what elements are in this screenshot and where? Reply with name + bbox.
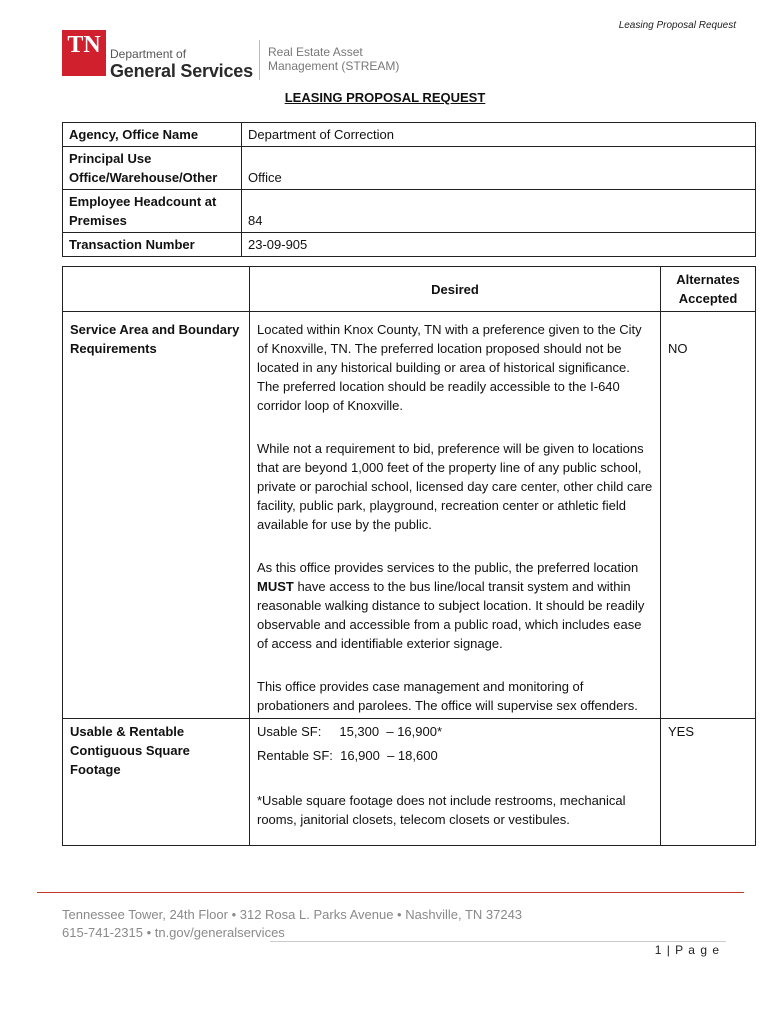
column-header-desired: Desired: [250, 267, 661, 312]
paragraph-3-emphasis: MUST: [257, 579, 294, 594]
service-area-paragraph-1: Located within Knox County, TN with a preference given to the City of Knoxville, TN. The preferred location proposed should not be located in any historical building or area of historical significance. The preferred location should be readily accessible to the I-640 corridor loop of Knoxville.: [257, 322, 642, 413]
logo-department-of: Department of: [110, 47, 187, 61]
service-area-paragraph-2: While not a requirement to bid, preference will be given to locations that are beyond 1,000 feet of the property line of any public school, private or parochial school, licensed day care center, other child care facility, public park, playground, recreation center or athletic field available for use by the public.: [257, 441, 653, 532]
tn-logo-mark: TN: [62, 30, 106, 76]
service-area-alternates: NO: [661, 312, 756, 719]
table-row: [63, 719, 756, 846]
rentable-sf: Rentable SF: 16,900 – 18,600: [257, 748, 438, 763]
agency-label: Agency, Office Name: [63, 123, 242, 147]
square-footage-alternates: YES: [661, 719, 756, 846]
header-empty-cell: [63, 267, 250, 312]
square-footage-note: *Usable square footage does not include restrooms, mechanical rooms, janitorial closets, telecom closets or vestibules.: [257, 793, 626, 827]
stream-line-1: Real Estate Asset: [268, 45, 363, 59]
usable-sf: Usable SF: 15,300 – 16,900*: [257, 724, 443, 739]
table-header-row: [63, 267, 756, 312]
principal-use-value: Office: [242, 147, 756, 190]
principal-use-label: Principal Use Office/Warehouse/Other: [63, 147, 242, 190]
service-area-desired: [250, 312, 661, 719]
tn-general-services-logo: [62, 30, 253, 81]
paragraph-3-text-a: As this office provides services to the public, the preferred location: [257, 560, 639, 575]
page-number-rule: [270, 941, 726, 942]
service-area-paragraph-4: This office provides case management and monitoring of probationers and parolees. The office will supervise sex offenders.: [257, 679, 638, 713]
table-row: [63, 233, 756, 257]
headcount-value: 84: [242, 190, 756, 233]
requirements-table: [62, 266, 756, 846]
table-row: [63, 123, 756, 147]
column-header-alternates: Alternates Accepted: [661, 267, 756, 312]
document-title: LEASING PROPOSAL REQUEST: [284, 90, 486, 105]
agency-value: Department of Correction: [242, 123, 756, 147]
headcount-label: Employee Headcount at Premises: [63, 190, 242, 233]
square-footage-desired: [250, 719, 661, 846]
page-number-value: 1: [654, 943, 663, 957]
footer-rule: [37, 892, 744, 893]
stream-label: [268, 45, 399, 73]
table-row: [63, 147, 756, 190]
logo-general-services: General Services: [110, 61, 253, 81]
info-table: [62, 122, 756, 257]
header-divider: [259, 40, 260, 80]
footer-contact: 615-741-2315 • tn.gov/generalservices: [62, 925, 285, 940]
paragraph-3-text-b: have access to the bus line/local transit system and within reasonable walking distance to subject location. It should be readily observable and accessible from a public road, which includes ease of access and identifiable exterior signage.: [257, 579, 645, 651]
footer-address: Tennessee Tower, 24th Floor • 312 Rosa L. Parks Avenue • Nashville, TN 37243: [62, 907, 523, 922]
transaction-label: Transaction Number: [63, 233, 242, 257]
square-footage-label: Usable & Rentable Contiguous Square Footage: [63, 719, 250, 846]
footer-address-block: [62, 906, 522, 942]
table-row: [63, 312, 756, 719]
transaction-value: 23-09-905: [242, 233, 756, 257]
running-header-title: Leasing Proposal Request: [618, 20, 736, 31]
stream-line-2: Management (STREAM): [268, 59, 400, 73]
service-area-paragraph-3: [257, 558, 653, 653]
page-number: [655, 943, 720, 957]
service-area-label: Service Area and Boundary Requirements: [63, 312, 250, 719]
table-row: [63, 190, 756, 233]
page-label: | P a g e: [666, 943, 720, 957]
